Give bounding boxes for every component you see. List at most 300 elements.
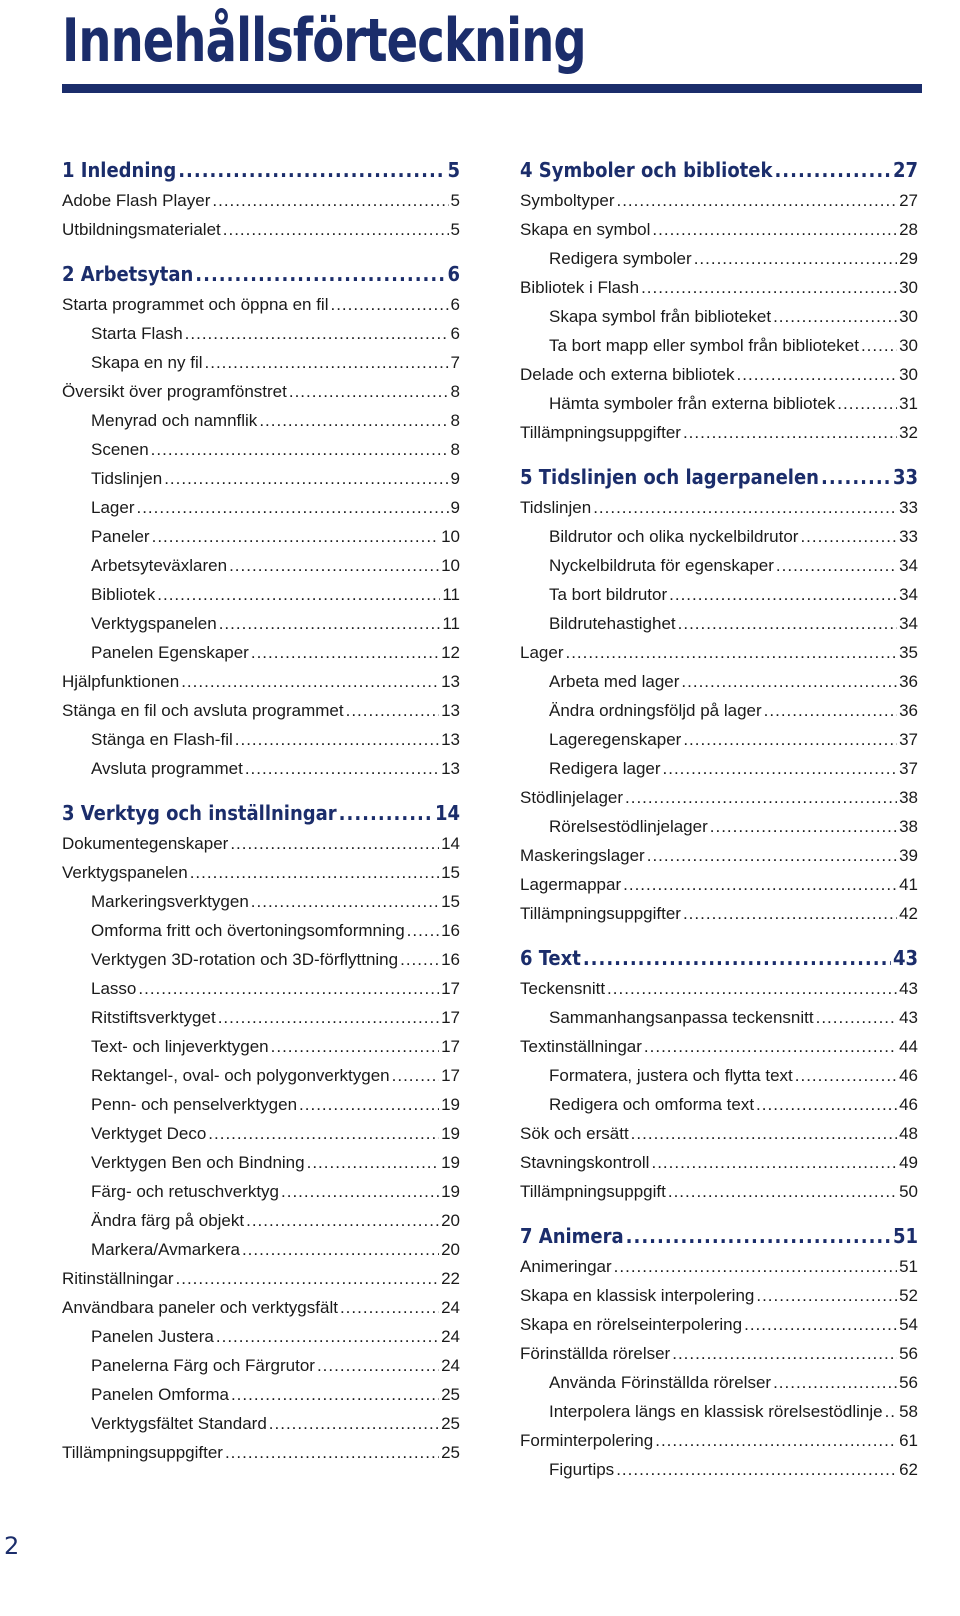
page-ref: 36 [899, 672, 918, 691]
page-ref: 33 [892, 465, 918, 489]
entry-title: Panelen Justera [91, 1327, 214, 1346]
dot-leader [672, 1339, 897, 1368]
toc-entry [520, 493, 918, 522]
page-ref: 37 [899, 759, 918, 778]
entry-title: Text- och linjeverktygen [91, 1037, 269, 1056]
dot-leader [644, 1032, 897, 1061]
entry-title: Tidslinjen [91, 469, 163, 488]
dot-leader [583, 942, 891, 974]
toc-entry [62, 1003, 460, 1032]
entry-title: Rektangel-, oval- och polygonverktygen [91, 1066, 390, 1085]
dot-leader [251, 887, 439, 916]
dot-leader [317, 1351, 439, 1380]
dot-leader [776, 551, 897, 580]
page-ref: 13 [441, 672, 460, 691]
entry-title: Maskeringslager [520, 846, 645, 865]
page-ref: 44 [899, 1037, 918, 1056]
toc-entry [62, 1061, 460, 1090]
page-ref: 30 [899, 365, 918, 384]
dot-leader [190, 858, 439, 887]
dot-leader [683, 725, 897, 754]
entry-title: Ändra ordningsföljd på lager [549, 701, 762, 720]
entry-title: Skapa en symbol [520, 220, 651, 239]
dot-leader [683, 418, 897, 447]
entry-title: Forminterpolering [520, 1431, 654, 1450]
toc-entry [62, 1090, 460, 1119]
entry-title: Tidslinjen [520, 498, 592, 517]
entry-title: Skapa en rörelseinterpolering [520, 1315, 743, 1334]
toc-entry [520, 609, 918, 638]
page-ref: 50 [899, 1182, 918, 1201]
page-ref: 41 [899, 875, 918, 894]
toc-entry [520, 696, 918, 725]
page-ref: 22 [441, 1269, 460, 1288]
entry-title: Verktygen Ben och Bindning [91, 1153, 305, 1172]
toc-entry [520, 1177, 918, 1206]
dot-leader [607, 974, 897, 1003]
toc-column-left [62, 154, 460, 1467]
toc-entry [520, 1397, 918, 1426]
entry-title: Verktyget Deco [91, 1124, 207, 1143]
dot-leader [235, 725, 439, 754]
chapter-title: 7 Animera [520, 1224, 624, 1248]
dot-leader [216, 1322, 439, 1351]
entry-title: Dokumentegenskaper [62, 834, 229, 853]
entry-title: Utbildningsmaterialet [62, 220, 221, 239]
page-ref: 14 [441, 834, 460, 853]
page-ref: 8 [450, 440, 460, 459]
entry-title: Stänga en Flash-fil [91, 730, 233, 749]
entry-title: Verktygen 3D-rotation och 3D-förflyttning [91, 950, 399, 969]
toc-chapter [62, 258, 460, 290]
page-ref: 56 [899, 1344, 918, 1363]
entry-title: Figurtips [549, 1460, 615, 1479]
entry-title: Nyckelbildruta för egenskaper [549, 556, 774, 575]
page-ref: 9 [450, 498, 460, 517]
entry-title: Ändra färg på objekt [91, 1211, 245, 1230]
entry-title: Formatera, justera och flytta text [549, 1066, 793, 1085]
entry-title: Scenen [91, 440, 149, 459]
toc-entry [520, 1368, 918, 1397]
dot-leader [737, 360, 898, 389]
page-ref: 13 [441, 730, 460, 749]
page-ref: 11 [442, 585, 460, 604]
dot-leader [392, 1061, 439, 1090]
entry-title: Användbara paneler och verktygsfält [62, 1298, 338, 1317]
entry-title: Lageregenskaper [549, 730, 682, 749]
dot-leader [678, 609, 897, 638]
chapter-title: 1 Inledning [62, 158, 177, 182]
dot-leader [340, 1293, 439, 1322]
page-ref: 9 [450, 469, 460, 488]
dot-leader [773, 302, 897, 331]
dot-leader [800, 522, 897, 551]
page-ref: 34 [899, 585, 918, 604]
entry-title: Skapa en klassisk interpolering [520, 1286, 755, 1305]
dot-leader [195, 258, 445, 290]
dot-leader [259, 406, 448, 435]
page-ref: 51 [899, 1257, 918, 1276]
dot-leader [152, 522, 439, 551]
dot-leader [208, 1119, 439, 1148]
page-ref: 20 [441, 1240, 460, 1259]
entry-title: Teckensnitt [520, 979, 606, 998]
dot-leader [281, 1177, 439, 1206]
toc-entry [62, 1206, 460, 1235]
page-ref: 8 [450, 411, 460, 430]
toc-entry [62, 319, 460, 348]
entry-title: Stänga en fil och avsluta programmet [62, 701, 344, 720]
page-ref: 27 [899, 191, 918, 210]
page-ref: 25 [441, 1385, 460, 1404]
page-ref: 27 [892, 158, 918, 182]
page-ref: 17 [441, 979, 460, 998]
dot-leader [616, 186, 897, 215]
page-ref: 62 [899, 1460, 918, 1479]
entry-title: Starta programmet och öppna en fil [62, 295, 329, 314]
page-ref: 30 [899, 278, 918, 297]
page-ref: 25 [441, 1414, 460, 1433]
toc-entry [62, 638, 460, 667]
toc-entry [62, 435, 460, 464]
page-ref: 24 [441, 1356, 460, 1375]
page-ref: 17 [441, 1066, 460, 1085]
entry-title: Sammanhangsanpassa teckensnitt [549, 1008, 814, 1027]
toc-entry [62, 290, 460, 319]
toc-entry [62, 377, 460, 406]
toc-entry [520, 1310, 918, 1339]
dot-leader [176, 1264, 440, 1293]
dot-leader [625, 783, 897, 812]
dot-leader [773, 1368, 897, 1397]
toc-entry [520, 1455, 918, 1484]
toc-entry [62, 725, 460, 754]
page-ref: 19 [441, 1182, 460, 1201]
toc-entry [520, 1148, 918, 1177]
toc-entry [62, 887, 460, 916]
page-ref: 49 [899, 1153, 918, 1172]
page-ref: 54 [899, 1315, 918, 1334]
toc-entry [520, 389, 918, 418]
entry-title: Markera/Avmarkera [91, 1240, 240, 1259]
toc-entry [62, 464, 460, 493]
dot-leader [271, 1032, 439, 1061]
page-ref: 33 [899, 527, 918, 546]
dot-leader [774, 154, 891, 186]
entry-title: Skapa en ny fil [91, 353, 203, 372]
page-ref: 15 [441, 892, 460, 911]
toc-chapter [520, 1220, 918, 1252]
toc-entry [520, 186, 918, 215]
dot-leader [185, 319, 449, 348]
dot-leader [641, 273, 897, 302]
entry-title: Sök och ersätt [520, 1124, 629, 1143]
dot-leader [669, 580, 897, 609]
page-number: 2 [4, 1532, 20, 1560]
toc-entry [520, 1252, 918, 1281]
entry-title: Använda Förinställda rörelser [549, 1373, 772, 1392]
toc-entry [520, 331, 918, 360]
toc-entry [520, 1032, 918, 1061]
dot-leader [652, 215, 897, 244]
chapter-title: 3 Verktyg och inställningar [62, 801, 337, 825]
page-ref: 30 [899, 336, 918, 355]
toc-entry [62, 1438, 460, 1467]
toc-entry [62, 696, 460, 725]
toc-entry [520, 725, 918, 754]
page-ref: 43 [899, 979, 918, 998]
entry-title: Delade och externa bibliotek [520, 365, 735, 384]
entry-title: Interpolera längs en klassisk rörelsestödlinje [549, 1402, 883, 1421]
dot-leader [821, 461, 891, 493]
page-ref: 30 [899, 307, 918, 326]
dot-leader [299, 1090, 439, 1119]
page-ref: 32 [899, 423, 918, 442]
toc-entry [520, 783, 918, 812]
entry-title: Bildrutehastighet [549, 614, 676, 633]
dot-leader [400, 945, 439, 974]
toc-entry [520, 418, 918, 447]
entry-title: Panelerna Färg och Färgrutor [91, 1356, 315, 1375]
entry-title: Starta Flash [91, 324, 183, 343]
entry-title: Ta bort mapp eller symbol från biblioteket [549, 336, 859, 355]
entry-title: Lagermappar [520, 875, 622, 894]
page-ref: 34 [899, 614, 918, 633]
toc-entry [520, 302, 918, 331]
toc-entry [520, 754, 918, 783]
page-ref: 37 [899, 730, 918, 749]
page-ref: 5 [447, 158, 460, 182]
toc-entry [520, 974, 918, 1003]
dot-leader [330, 290, 448, 319]
entry-title: Textinställningar [520, 1037, 642, 1056]
dot-leader [885, 1397, 898, 1426]
toc-entry [520, 1339, 918, 1368]
toc-entry [520, 580, 918, 609]
toc-entry [62, 348, 460, 377]
chapter-title: 2 Arbetsytan [62, 262, 194, 286]
entry-title: Lager [91, 498, 135, 517]
toc-entry [520, 667, 918, 696]
entry-title: Översikt över programfönstret [62, 382, 287, 401]
toc-entry [520, 360, 918, 389]
entry-title: Lager [520, 643, 564, 662]
toc-entry [520, 1119, 918, 1148]
page-ref: 14 [434, 801, 460, 825]
dot-leader [837, 389, 897, 418]
toc-chapter [62, 154, 460, 186]
entry-title: Paneler [91, 527, 150, 546]
chapter-title: 6 Text [520, 946, 581, 970]
entry-title: Tillämpningsuppgift [520, 1182, 666, 1201]
toc-entry [62, 829, 460, 858]
dot-leader [626, 1220, 891, 1252]
page-ref: 6 [450, 295, 460, 314]
page-ref: 19 [441, 1095, 460, 1114]
dot-leader [631, 1119, 897, 1148]
title-rule [62, 84, 922, 93]
dot-leader [681, 667, 897, 696]
dot-leader [616, 1455, 897, 1484]
dot-leader [136, 493, 448, 522]
page-ref: 5 [450, 220, 460, 239]
entry-title: Tillämpningsuppgifter [520, 904, 681, 923]
page-ref: 38 [899, 788, 918, 807]
toc-entry [62, 1177, 460, 1206]
dot-leader [795, 1061, 897, 1090]
page-ref: 61 [899, 1431, 918, 1450]
dot-leader [764, 696, 897, 725]
page-ref: 6 [450, 324, 460, 343]
dot-leader [138, 974, 439, 1003]
dot-leader [339, 797, 433, 829]
entry-title: Arbeta med lager [549, 672, 680, 691]
page-ref: 38 [899, 817, 918, 836]
dot-leader [816, 1003, 897, 1032]
toc-entry [62, 1293, 460, 1322]
dot-leader [212, 186, 448, 215]
page-ref: 8 [450, 382, 460, 401]
dot-leader [218, 1003, 439, 1032]
toc-entry [62, 974, 460, 1003]
toc-entry [62, 1380, 460, 1409]
entry-title: Ritinställningar [62, 1269, 174, 1288]
page-ref: 17 [441, 1008, 460, 1027]
dot-leader [651, 1148, 897, 1177]
toc-entry [62, 1409, 460, 1438]
entry-title: Arbetsyteväxlaren [91, 556, 228, 575]
entry-title: Redigera och omforma text [549, 1095, 755, 1114]
dot-leader [647, 841, 897, 870]
toc-entry [520, 1061, 918, 1090]
toc-entry [62, 916, 460, 945]
toc-entry [520, 1281, 918, 1310]
page-ref: 42 [899, 904, 918, 923]
page-ref: 6 [447, 262, 460, 286]
entry-title: Tillämpningsuppgifter [520, 423, 681, 442]
toc-entry [520, 638, 918, 667]
entry-title: Bildrutor och olika nyckelbildrutor [549, 527, 799, 546]
toc-entry [62, 1322, 460, 1351]
entry-title: Skapa symbol från biblioteket [549, 307, 772, 326]
dot-leader [219, 609, 441, 638]
toc-entry [62, 522, 460, 551]
entry-title: Symboltyper [520, 191, 615, 210]
dot-leader [614, 1252, 897, 1281]
toc-column-right [520, 154, 918, 1484]
page-ref: 7 [450, 353, 460, 372]
toc-chapter [520, 154, 918, 186]
dot-leader [744, 1310, 897, 1339]
toc-entry [62, 667, 460, 696]
page-ref: 20 [441, 1211, 460, 1230]
page-ref: 12 [441, 643, 460, 662]
toc-entry [62, 1264, 460, 1293]
toc-entry [62, 754, 460, 783]
toc-entry [62, 1119, 460, 1148]
dot-leader [565, 638, 897, 667]
toc-entry [520, 244, 918, 273]
page-ref: 24 [441, 1298, 460, 1317]
page-ref: 33 [899, 498, 918, 517]
dot-leader [181, 667, 439, 696]
entry-title: Penn- och penselverktygen [91, 1095, 298, 1114]
page-ref: 34 [899, 556, 918, 575]
entry-title: Avsluta programmet [91, 759, 243, 778]
toc-entry [62, 551, 460, 580]
page-ref: 56 [899, 1373, 918, 1392]
page-ref: 16 [441, 950, 460, 969]
page-ref: 16 [441, 921, 460, 940]
entry-title: Verktygspanelen [62, 863, 188, 882]
entry-title: Adobe Flash Player [62, 191, 211, 210]
toc-chapter [520, 461, 918, 493]
page-ref: 46 [899, 1066, 918, 1085]
page-ref: 24 [441, 1327, 460, 1346]
page-ref: 58 [899, 1402, 918, 1421]
toc-entry [62, 493, 460, 522]
page-ref: 29 [899, 249, 918, 268]
entry-title: Hämta symboler från externa bibliotek [549, 394, 836, 413]
page-ref: 48 [899, 1124, 918, 1143]
toc-entry [520, 522, 918, 551]
page-ref: 43 [899, 1008, 918, 1027]
entry-title: Ta bort bildrutor [549, 585, 668, 604]
chapter-title: 5 Tidslinjen och lagerpanelen [520, 465, 819, 489]
page-ref: 51 [892, 1224, 918, 1248]
entry-title: Verktygsfältet Standard [91, 1414, 267, 1433]
dot-leader [246, 1206, 439, 1235]
dot-leader [157, 580, 440, 609]
toc-entry [520, 899, 918, 928]
dot-leader [756, 1281, 897, 1310]
page-ref: 35 [899, 643, 918, 662]
toc-entry [520, 1426, 918, 1455]
page-ref: 10 [441, 527, 460, 546]
entry-title: Stavningskontroll [520, 1153, 650, 1172]
dot-leader [151, 435, 449, 464]
entry-title: Tillämpningsuppgifter [62, 1443, 223, 1462]
dot-leader [245, 754, 439, 783]
entry-title: Rörelsestödlinjelager [549, 817, 708, 836]
entry-title: Förinställda rörelser [520, 1344, 671, 1363]
dot-leader [164, 464, 448, 493]
toc-entry [62, 858, 460, 887]
page-ref: 19 [441, 1153, 460, 1172]
toc-chapter [520, 942, 918, 974]
entry-title: Animeringar [520, 1257, 612, 1276]
dot-leader [307, 1148, 439, 1177]
dot-leader [223, 215, 449, 244]
dot-leader [229, 551, 439, 580]
dot-leader [205, 348, 449, 377]
toc-entry [520, 551, 918, 580]
toc-chapter [62, 797, 460, 829]
page-ref: 28 [899, 220, 918, 239]
entry-title: Hjälpfunktionen [62, 672, 180, 691]
entry-title: Panelen Omforma [91, 1385, 229, 1404]
page-ref: 19 [441, 1124, 460, 1143]
dot-leader [230, 829, 439, 858]
toc-entry [62, 1032, 460, 1061]
page-title: Innehållsförteckning [62, 6, 586, 76]
toc-entry [62, 580, 460, 609]
toc-entry [62, 1148, 460, 1177]
dot-leader [694, 244, 897, 273]
toc-entry [520, 1003, 918, 1032]
page-ref: 31 [899, 394, 918, 413]
toc-entry [520, 812, 918, 841]
